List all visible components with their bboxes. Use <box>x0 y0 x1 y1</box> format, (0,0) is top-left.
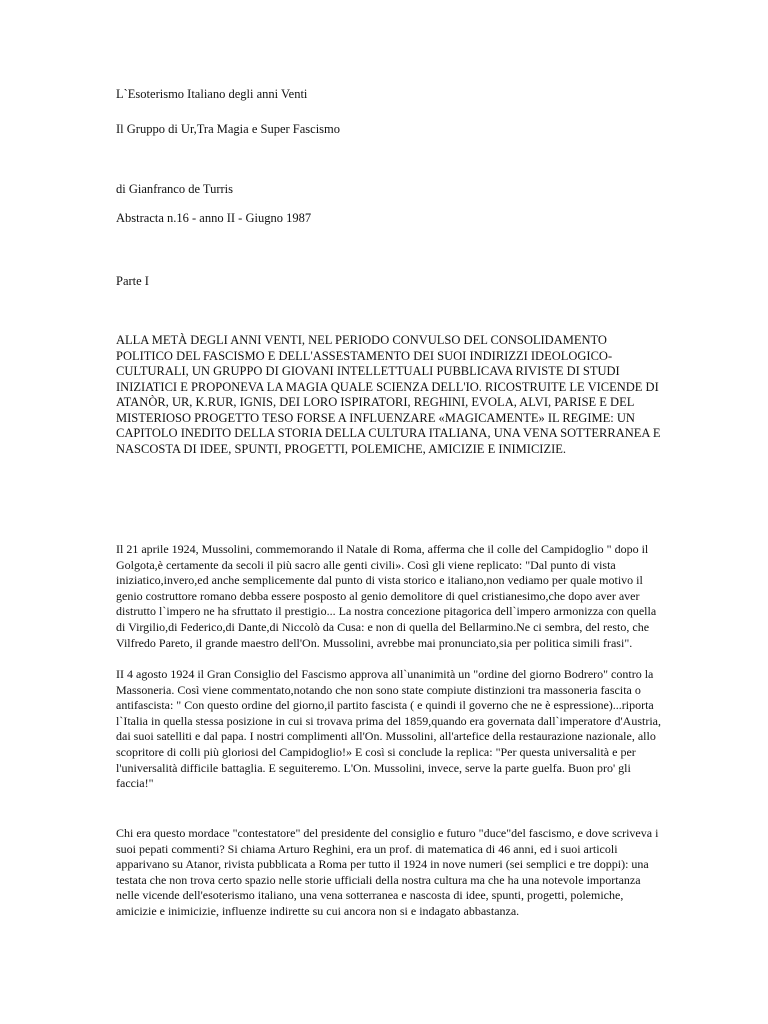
abstract-paragraph: ALLA METÀ DEGLI ANNI VENTI, NEL PERIODO CONVULSO DEL CONSOLIDAMENTO POLITICO DEL FASCISMO E DELL'ASSESTAMENTO DEI SUOI INDIRIZZI IDEOLOGICO-CULTURALI, UN GRUPPO DI GIOVANI INTELLETTUALI PUBBLICAVA RIVISTE DI STUDI INIZIATICI E PROPONEVA LA MAGIA QUALE SCIENZA DELL'IO. RICOSTRUITE LE VICENDE DI ATANÒR, UR, K.RUR, IGNIS, DEI LORO ISPIRATORI, REGHINI, EVOLA, ALVI, PARISE E DEL MISTERIOSO PROGETTO TESO FORSE A INFLUENZARE «MAGICAMENTE» IL REGIME: UN CAPITOLO INEDITO DELLA STORIA DELLA CULTURA ITALIANA, UNA VENA SOTTERRANEA E NASCOSTA DI IDEE, SPUNTI, PROGETTI, POLEMICHE, AMICIZIE E INIMICIZIE. <box>116 333 661 456</box>
source-line: Abstracta n.16 - anno II - Giugno 1987 <box>116 211 312 225</box>
part-heading: Parte I <box>116 274 149 288</box>
author-line: di Gianfranco de Turris <box>116 182 233 196</box>
document-title: L`Esoterismo Italiano degli anni Venti <box>116 87 308 101</box>
body-paragraph-1: Il 21 aprile 1924, Mussolini, commemorando il Natale di Roma, afferma che il colle del Campidoglio " dopo il Golgota,è certamente da secoli il più sacro alle genti civili». Così gli viene replicato: "Dal punto di vista iniziatico,invero,ed anche semplicemente dal punto di vista storico e italiano,non vediamo per quale motivo il genio costruttore romano debba essere posposto al genio demolitore di quel cristianesimo,che dopo aver aver distrutto l`impero ne ha sfruttato il prestigio... La nostra concezione pitagorica dell`impero armonizza con quella di Virgilio,di Federico,di Dante,di Niccolò da Cusa: e non di quella del Bellarmino.Ne ci sembra, del resto, che Vilfredo Pareto, il grande maestro dell'On. Mussolini, avrebbe mai pronunciato,sia per politica simili frasi". <box>116 542 657 650</box>
document-subtitle: Il Gruppo di Ur,Tra Magia e Super Fascismo <box>116 122 341 136</box>
body-paragraph-2: II 4 agosto 1924 il Gran Consiglio del Fascismo approva all`unanimità un "ordine del giorno Bodrero" contro la Massoneria. Così viene commentato,notando che non sono state compiute distinzioni tra massoneria fascita o antifascista: " Con questo ordine del giorno,il partito fascista ( e quindi il governo che ne è espressione)...riporta l`Italia in quella stessa posizione in cui si trovava prima del 1859,quando era governata dall`imperatore d'Austria, dai suoi satelliti e dal papa. I nostri complimenti all'On. Mussolini, all'artefice della restaurazione nazionale, allo scopritore di colli più gloriosi del Campidoglio!» E così si conclude la replica: "Per questa universalità e per l'universalità difficile battaglia. E seguiteremo. L'On. Mussolini, invece, serve la parte guelfa. Buon pro' gli faccia!" <box>116 667 661 791</box>
body-paragraph-3: Chi era questo mordace "contestatore" del presidente del consiglio e futuro "duce"del fascismo, e dove scriveva i suoi pepati commenti? Si chiama Arturo Reghini, era un prof. di matematica di 46 anni, ed i suoi articoli apparivano su Atanor, rivista pubblicata a Roma per tutto il 1924 in nove numeri (sei semplici e tre doppi): una testata che non trova certo spazio nelle storie ufficiali della nostra cultura ma che ha una notevole importanza nelle vicende dell'esoterismo italiano, una vena sotterranea e nascosta di idee, spunti, progetti, polemiche, amicizie e inimicizie, influenze indirette su cui ancora non si e indagato abbastanza. <box>116 826 659 918</box>
